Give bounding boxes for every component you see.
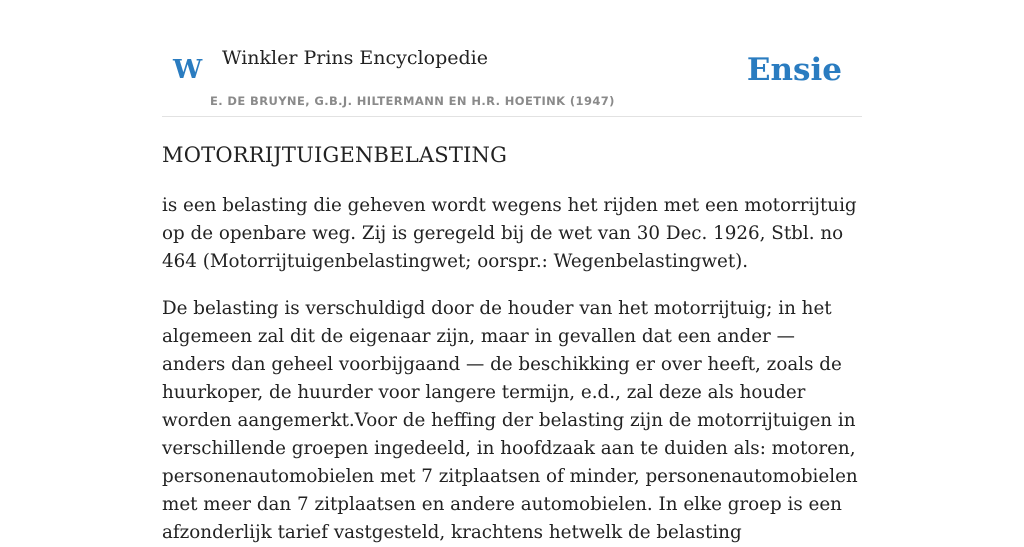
article-body: [162, 192, 862, 547]
source-authors: E. DE BRUYNE, G.B.J. HILTERMANN EN H.R. HOETINK (1947): [210, 94, 615, 108]
source-title[interactable]: Winkler Prins Encyclopedie: [222, 47, 488, 69]
article: [162, 136, 862, 547]
ensie-logo-link[interactable]: Ensie: [746, 52, 842, 88]
site-header: [162, 0, 862, 117]
article-paragraph: De belasting is verschuldigd door de houder van het motorrijtuig; in het algemeen zal dit de eigenaar zijn, maar in gevallen dat een ander — anders dan geheel voorbijgaand — de beschikking er over heeft, zoals de huurkoper, de huurder voor langere termijn, e.d., zal deze als houder worden aangemerkt.Voor de heffing der belasting zijn de motorrijtuigen in verschillende groepen ingedeeld, in hoofdzaak aan te duiden als: motoren, personenautomobielen met 7 zitplaatsen of minder, personenautomobielen met meer dan 7 zitplaatsen en andere automobielen. In elke groep is een afzonderlijk tarief vastgesteld, krachtens hetwelk de belasting: [162, 298, 858, 543]
article-paragraph: is een belasting die geheven wordt wegens het rijden met een motorrijtuig op de openbare weg. Zij is geregeld bij de wet van 30 Dec. 1926, Stbl. no 464 (Motorrijtuigenbelastingwet; oorspr.: Wegenbelastingwet).: [162, 195, 857, 272]
winkler-prins-logo-icon[interactable]: W: [173, 55, 203, 85]
article-title: MOTORRIJTUIGENBELASTING: [162, 143, 508, 167]
